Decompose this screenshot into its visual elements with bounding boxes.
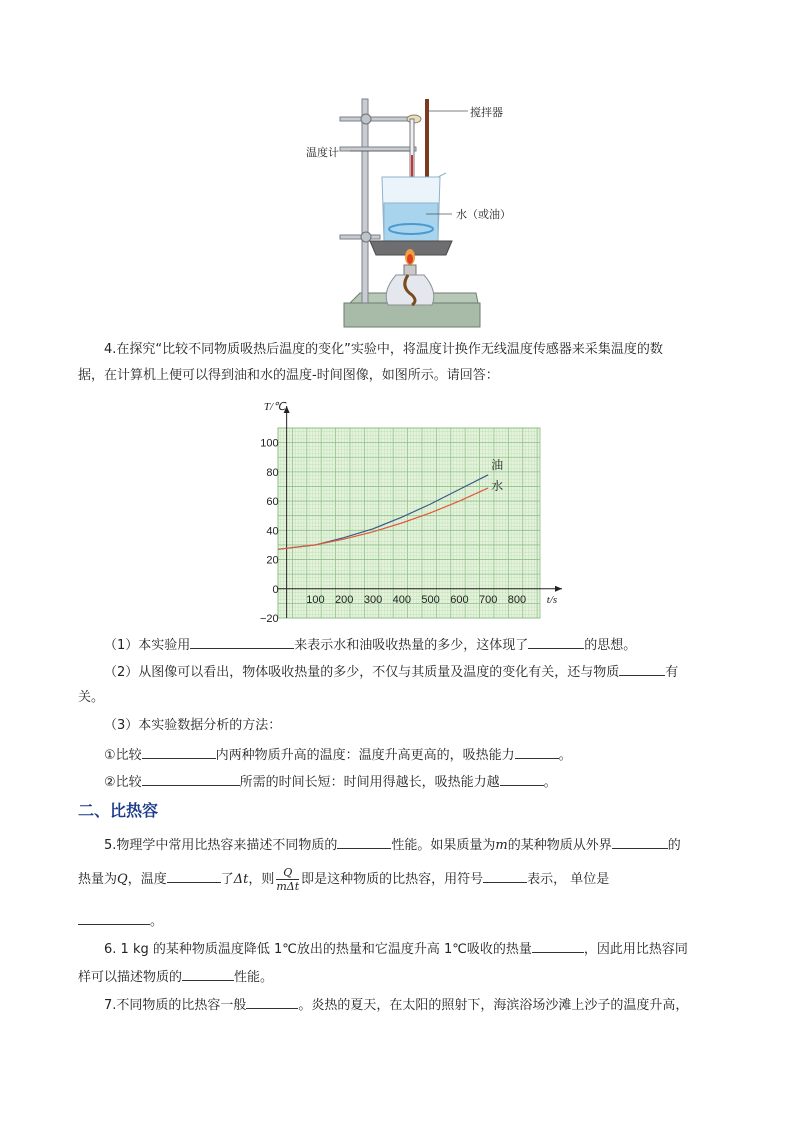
q4-p3-1b: 内两种物质升高的温度：温度升高更高的，吸热能力	[215, 748, 515, 763]
q5-line1	[104, 834, 744, 856]
q5-c: 的某种物质从外界	[507, 838, 612, 853]
x-tick-label: 700	[478, 593, 498, 606]
q5-Q: Q	[117, 872, 128, 887]
blank-q5-3[interactable]	[167, 868, 221, 883]
q4-part3-2	[104, 771, 744, 793]
blank-q5-5[interactable]	[78, 910, 150, 925]
q6-line1	[104, 938, 744, 960]
q4-p3-1c: 。	[558, 748, 572, 763]
q4-p3-2a: ②比较	[104, 775, 142, 790]
q5-f: ，温度	[127, 872, 167, 887]
blank-q4-3[interactable]	[619, 661, 665, 676]
label-liquid: 水（或油）	[456, 208, 511, 221]
stand-base	[344, 303, 480, 327]
q5-line3	[78, 910, 718, 932]
q4-p1-a: （1）本实验用	[104, 638, 191, 653]
x-tick-label: 400	[392, 593, 411, 606]
q5-e: 热量为	[78, 872, 118, 887]
q7-a: 7.不同物质的比热容一般	[104, 998, 247, 1013]
x-tick-label: 200	[335, 593, 354, 606]
q4-part3: （3）本实验数据分析的方法：	[104, 718, 282, 733]
q5-k: 。	[150, 914, 164, 929]
y-axis-label: T/℃	[263, 401, 286, 413]
clamp-arm-mid	[340, 147, 416, 151]
blank-q4-5[interactable]	[515, 744, 559, 759]
y-tick-label: −20	[259, 613, 279, 625]
stand-rod	[362, 99, 368, 303]
q4-part3-1	[104, 744, 744, 766]
blank-q6-2[interactable]	[182, 966, 234, 981]
label-stirrer: 搅拌器	[470, 106, 503, 119]
q5-m: m	[495, 838, 508, 853]
blank-q5-2[interactable]	[612, 834, 668, 849]
q6-b: ，因此用比热容同	[583, 942, 688, 957]
y-tick-label: 60	[266, 496, 279, 509]
y-tick-label: 0	[272, 583, 279, 596]
q4-p3-2b: 所需的时间长短：时间用得越长，吸热能力越	[239, 775, 500, 790]
blank-q4-1[interactable]	[190, 634, 294, 649]
q5-g: 了	[220, 872, 234, 887]
q4-p1-b: 来表示水和油吸收热量的多少，这体现了	[294, 638, 529, 653]
q4-p3-2c: 。	[543, 775, 557, 790]
label-thermometer: 温度计	[306, 146, 339, 159]
blank-q7-1[interactable]	[246, 994, 298, 1009]
q4-part2	[104, 661, 744, 683]
q4-p2-c: 关。	[78, 690, 105, 705]
q5-b: 性能。如果质量为	[391, 838, 496, 853]
x-axis-arrow	[555, 586, 562, 592]
q4-part1	[104, 634, 744, 656]
temperature-time-chart	[240, 396, 580, 628]
q6-c: 样可以描述物质的	[78, 970, 183, 985]
fraction-denominator: mΔt	[276, 880, 300, 893]
q6-a: 6. 1 kg 的某种物质温度降低 1℃放出的热量和它温度升高 1℃吸收的热量	[104, 942, 532, 957]
q5-dt: Δt	[233, 872, 249, 887]
x-tick-label: 600	[450, 593, 469, 606]
blank-q4-6[interactable]	[142, 771, 240, 786]
q4-intro-line2: 据，在计算机上便可以得到油和水的温度-时间图像，如图所示。请回答：	[78, 368, 499, 383]
q5-a: 5.物理学中常用比热容来描述不同物质的	[104, 838, 338, 853]
alcohol-lamp	[386, 275, 434, 305]
blank-q4-2[interactable]	[528, 634, 584, 649]
q6-line2	[78, 966, 718, 988]
q5-h: ，则	[248, 872, 275, 887]
q4-p3-1a: ①比较	[104, 748, 142, 763]
blank-q5-1[interactable]	[337, 834, 391, 849]
y-tick-label: 40	[266, 525, 279, 538]
blank-q6-1[interactable]	[532, 938, 584, 953]
q4-p1-c: 的思想。	[584, 638, 637, 653]
q7-b: 。炎热的夏天，在太阳的照射下，海滨浴场沙滩上沙子的温度升高，	[298, 998, 689, 1013]
series-label-water: 水	[491, 478, 504, 493]
q4-intro-line1: 4.在探究“比较不同物质吸热后温度的变化”实验中，将温度计换作无线温度传感器来采集温度的数	[104, 342, 663, 357]
q4-p2-a: （2）从图像可以看出，物体吸收热量的多少，不仅与其质量及温度的变化有关，还与物质	[104, 665, 620, 680]
x-axis-label: t/s	[546, 593, 558, 606]
blank-q4-4[interactable]	[142, 744, 216, 759]
series-label-oil: 油	[491, 457, 504, 472]
q7-line1	[104, 994, 744, 1016]
q5-line2	[78, 866, 718, 893]
y-tick-label: 100	[260, 437, 279, 450]
fraction-numerator: Q	[276, 866, 299, 880]
x-tick-label: 300	[363, 593, 383, 606]
q5-i: 即是这种物质的比热容，用符号	[301, 872, 484, 887]
fraction-q-over-mdt	[276, 866, 299, 893]
blank-q5-4[interactable]	[483, 868, 527, 883]
y-tick-label: 80	[266, 466, 279, 479]
x-tick-label: 500	[421, 593, 440, 606]
x-tick-label: 800	[507, 593, 527, 606]
q4-p2-b: 有	[665, 665, 679, 680]
x-tick-label: 100	[306, 593, 325, 606]
section-title-specific-heat: 二、比热容	[78, 801, 159, 820]
q6-d: 性能。	[234, 970, 274, 985]
q5-d: 的	[667, 838, 681, 853]
blank-q4-7[interactable]	[500, 771, 544, 786]
y-tick-label: 20	[266, 554, 279, 567]
q5-j: 表示， 单位是	[527, 872, 610, 887]
